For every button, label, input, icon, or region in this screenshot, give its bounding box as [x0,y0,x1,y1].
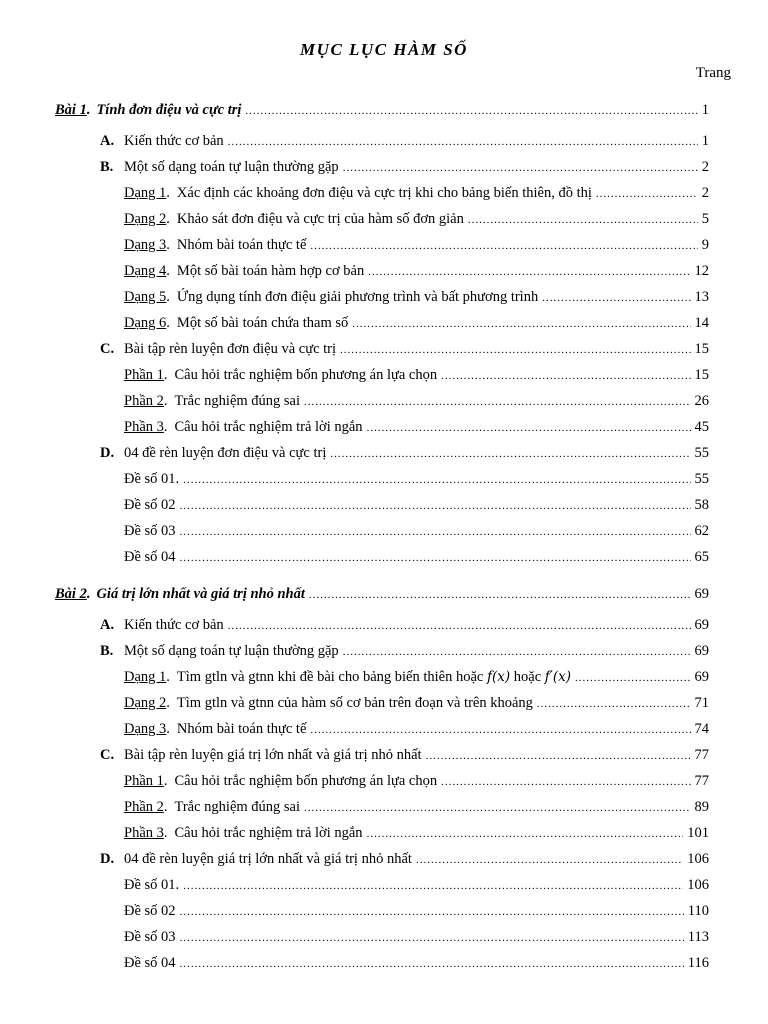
item-label: Phần 1 [124,773,164,789]
dot-leader [304,392,690,412]
item-title: Một số bài toán hàm hợp cơ bản [176,263,365,279]
item-label-period: . [166,289,170,305]
page-number: 26 [694,393,709,409]
page-number: 106 [687,877,709,893]
item-label: Dạng 1 [124,669,167,685]
page-number: 69 [694,586,709,602]
page-number: 55 [694,471,709,487]
item-label: Phần 2 [124,799,164,815]
page-number: 2 [701,159,709,175]
toc-item-row[interactable] [124,719,709,739]
page-number: 77 [694,773,709,789]
item-label-period: . [166,721,170,737]
toc-item-row[interactable] [124,547,709,567]
dot-leader [575,668,691,688]
section-letter: A. [100,617,115,633]
math-expression: f(x) [487,669,511,685]
dot-leader [304,798,690,818]
toc-item-row[interactable] [124,365,709,385]
toc-item-row[interactable] [124,287,709,307]
dot-leader [183,470,690,490]
dot-leader [596,184,698,204]
toc-section-row[interactable] [100,339,709,359]
item-title: Xác định các khoảng đơn điệu và cực trị khi cho bảng biến thiên, đồ thị [176,185,592,201]
toc-item-row[interactable] [124,771,709,791]
item-title: Câu hỏi trắc nghiệm bốn phương án lựa chọn [174,367,438,383]
dot-leader [367,418,691,438]
page-number: 12 [694,263,709,279]
toc-item-row[interactable] [124,667,709,687]
toc-item-row[interactable] [124,235,709,255]
item-label: Dạng 3 [124,237,167,253]
dot-leader [228,132,698,152]
lesson-label: Bài 2 [55,586,87,602]
toc-section-row[interactable] [100,641,709,661]
item-title: Đề số 03 [124,523,176,539]
item-label-period: . [163,825,168,841]
lesson-label-period: . [86,102,91,118]
dot-leader [343,642,691,662]
page-number: 77 [694,747,709,763]
page-number: 2 [701,185,709,201]
toc-item-row[interactable] [124,521,709,541]
dot-leader [180,928,684,948]
section-letter: C. [100,747,115,763]
toc-item-row[interactable] [124,927,709,947]
dot-leader [330,444,690,464]
item-label-period: . [163,367,168,383]
toc-item-row[interactable] [124,693,709,713]
section-letter: B. [100,643,114,659]
item-title: Đề số 03 [124,929,176,945]
section-letter: D. [100,851,115,867]
item-title: Một số bài toán chứa tham số [176,315,349,331]
page-number: 58 [694,497,709,513]
dot-leader [309,585,691,605]
dot-leader [180,548,691,568]
page-number: 74 [694,721,709,737]
toc-item-row[interactable] [124,469,709,489]
page-number: 45 [694,419,709,435]
item-title: Nhóm bài toán thực tế [176,721,307,737]
toc-item-row[interactable] [124,261,709,281]
item-label-period: . [163,773,168,789]
item-label-period: . [163,799,168,815]
toc-section-row[interactable] [100,615,709,635]
dot-leader [180,522,691,542]
dot-leader [228,616,691,636]
page-number: 89 [694,799,709,815]
item-label: Phần 1 [124,367,164,383]
dot-leader [537,694,691,714]
toc-section-row[interactable] [100,157,709,177]
item-label: Phần 3 [124,825,164,841]
math-expression: f′(x) [544,669,571,685]
page-number: 113 [687,929,709,945]
item-label-period: . [166,263,170,279]
item-label: Dạng 4 [124,263,167,279]
toc-item-row[interactable] [124,953,709,973]
toc-section-row[interactable] [100,849,709,869]
dot-leader [180,496,691,516]
dot-leader [343,158,698,178]
item-label: Phần 3 [124,419,164,435]
dot-leader [367,824,684,844]
toc-section-row[interactable] [100,131,709,151]
lesson-title: Giá trị lớn nhất và giá trị nhỏ nhất [96,586,305,602]
item-label: Dạng 2 [124,695,167,711]
item-label: Dạng 6 [124,315,167,331]
page-number: 62 [694,523,709,539]
section-title: Bài tập rèn luyện đơn điệu và cực trị [124,341,337,357]
section-title: Một số dạng toán tự luận thường gặp [124,643,339,659]
page-number: 110 [687,903,709,919]
item-title: Tìm gtln và gtnn của hàm số cơ bản trên đoạn và trên khoảng [176,695,533,711]
section-letter: C. [100,341,115,357]
item-label-period: . [166,315,170,331]
toc-item-row[interactable] [124,183,709,203]
page-number: 69 [694,643,709,659]
dot-leader [416,850,683,870]
section-title: Kiến thức cơ bản [124,133,224,149]
page-number: 9 [701,237,709,253]
lesson-title: Tính đơn điệu và cực trị [96,102,242,118]
item-title: Đề số 02 [124,497,176,513]
dot-leader [441,772,690,792]
item-label: Dạng 3 [124,721,167,737]
dot-leader [368,262,690,282]
item-label: Phần 2 [124,393,164,409]
toc-item-row[interactable] [124,495,709,515]
toc-item-row[interactable] [124,391,709,411]
dot-leader [180,902,684,922]
item-label-period: . [166,695,170,711]
dot-leader [352,314,690,334]
item-title: Khảo sát đơn điệu và cực trị của hàm số đơn giản [176,211,464,227]
item-title: Tìm gtln và gtnn khi đề bài cho bảng biến thiên hoặc [176,669,484,685]
section-title: Bài tập rèn luyện giá trị lớn nhất và giá trị nhỏ nhất [124,747,422,763]
page-number: 69 [694,669,709,685]
item-title: Trắc nghiệm đúng sai [174,393,301,409]
item-title: Đề số 04 [124,549,176,565]
item-label-period: . [166,237,170,253]
page-number: 15 [694,367,709,383]
section-letter: D. [100,445,115,461]
item-title: Câu hỏi trắc nghiệm bốn phương án lựa chọn [174,773,438,789]
lesson-label-period: . [86,586,91,602]
item-label-period: . [163,393,168,409]
toc-item-row[interactable] [124,875,709,895]
page-number: 71 [694,695,709,711]
toc-lesson-row[interactable] [55,100,709,120]
dot-leader [245,101,697,121]
dot-leader [542,288,690,308]
page-column-header: Trang [695,65,731,81]
item-title: Đề số 01. [124,471,180,487]
page-number: 65 [694,549,709,565]
page-number: 1 [701,133,709,149]
item-title-mid: hoặc [513,669,542,685]
lesson-label: Bài 1 [55,102,87,118]
item-title: Câu hỏi trắc nghiệm trả lời ngắn [174,825,363,841]
section-letter: B. [100,159,114,175]
dot-leader [180,954,684,974]
dot-leader [441,366,690,386]
page-title: MỤC LỤC HÀM SỐ [300,40,468,59]
page-number: 15 [694,341,709,357]
page-number: 106 [687,851,709,867]
page-number: 101 [687,825,709,841]
item-title: Đề số 01. [124,877,180,893]
dot-leader [426,746,691,766]
page-number: 116 [687,955,709,971]
page-number: 1 [701,102,709,118]
toc-item-row[interactable] [124,901,709,921]
section-title: Kiến thức cơ bản [124,617,224,633]
toc-item-row[interactable] [124,417,709,437]
section-title: 04 đề rèn luyện giá trị lớn nhất và giá trị nhỏ nhất [124,851,412,867]
item-label-period: . [163,419,168,435]
section-title: 04 đề rèn luyện đơn điệu và cực trị [124,445,327,461]
item-label: Dạng 5 [124,289,167,305]
toc-section-row[interactable] [100,745,709,765]
page-number: 14 [694,315,709,331]
item-title: Ứng dụng tính đơn điệu giải phương trình và bất phương trình [176,289,539,305]
page-number: 5 [701,211,709,227]
section-letter: A. [100,133,115,149]
item-label-period: . [166,211,170,227]
page-number: 13 [694,289,709,305]
item-label-period: . [166,185,170,201]
item-title: Đề số 02 [124,903,176,919]
item-title: Câu hỏi trắc nghiệm trả lời ngắn [174,419,363,435]
toc-item-row[interactable] [124,313,709,333]
toc-item-row[interactable] [124,823,709,843]
toc-section-row[interactable] [100,443,709,463]
page-number: 55 [694,445,709,461]
item-title: Trắc nghiệm đúng sai [174,799,301,815]
section-title: Một số dạng toán tự luận thường gặp [124,159,339,175]
dot-leader [183,876,683,896]
toc-item-row[interactable] [124,209,709,229]
item-label-period: . [166,669,170,685]
item-label: Dạng 2 [124,211,167,227]
toc-item-row[interactable] [124,797,709,817]
toc-lesson-row[interactable] [55,584,709,604]
dot-leader [310,720,690,740]
item-label: Dạng 1 [124,185,167,201]
page-number: 69 [694,617,709,633]
item-title: Đề số 04 [124,955,176,971]
dot-leader [468,210,698,230]
dot-leader [310,236,697,256]
dot-leader [340,340,690,360]
item-title: Nhóm bài toán thực tế [176,237,307,253]
